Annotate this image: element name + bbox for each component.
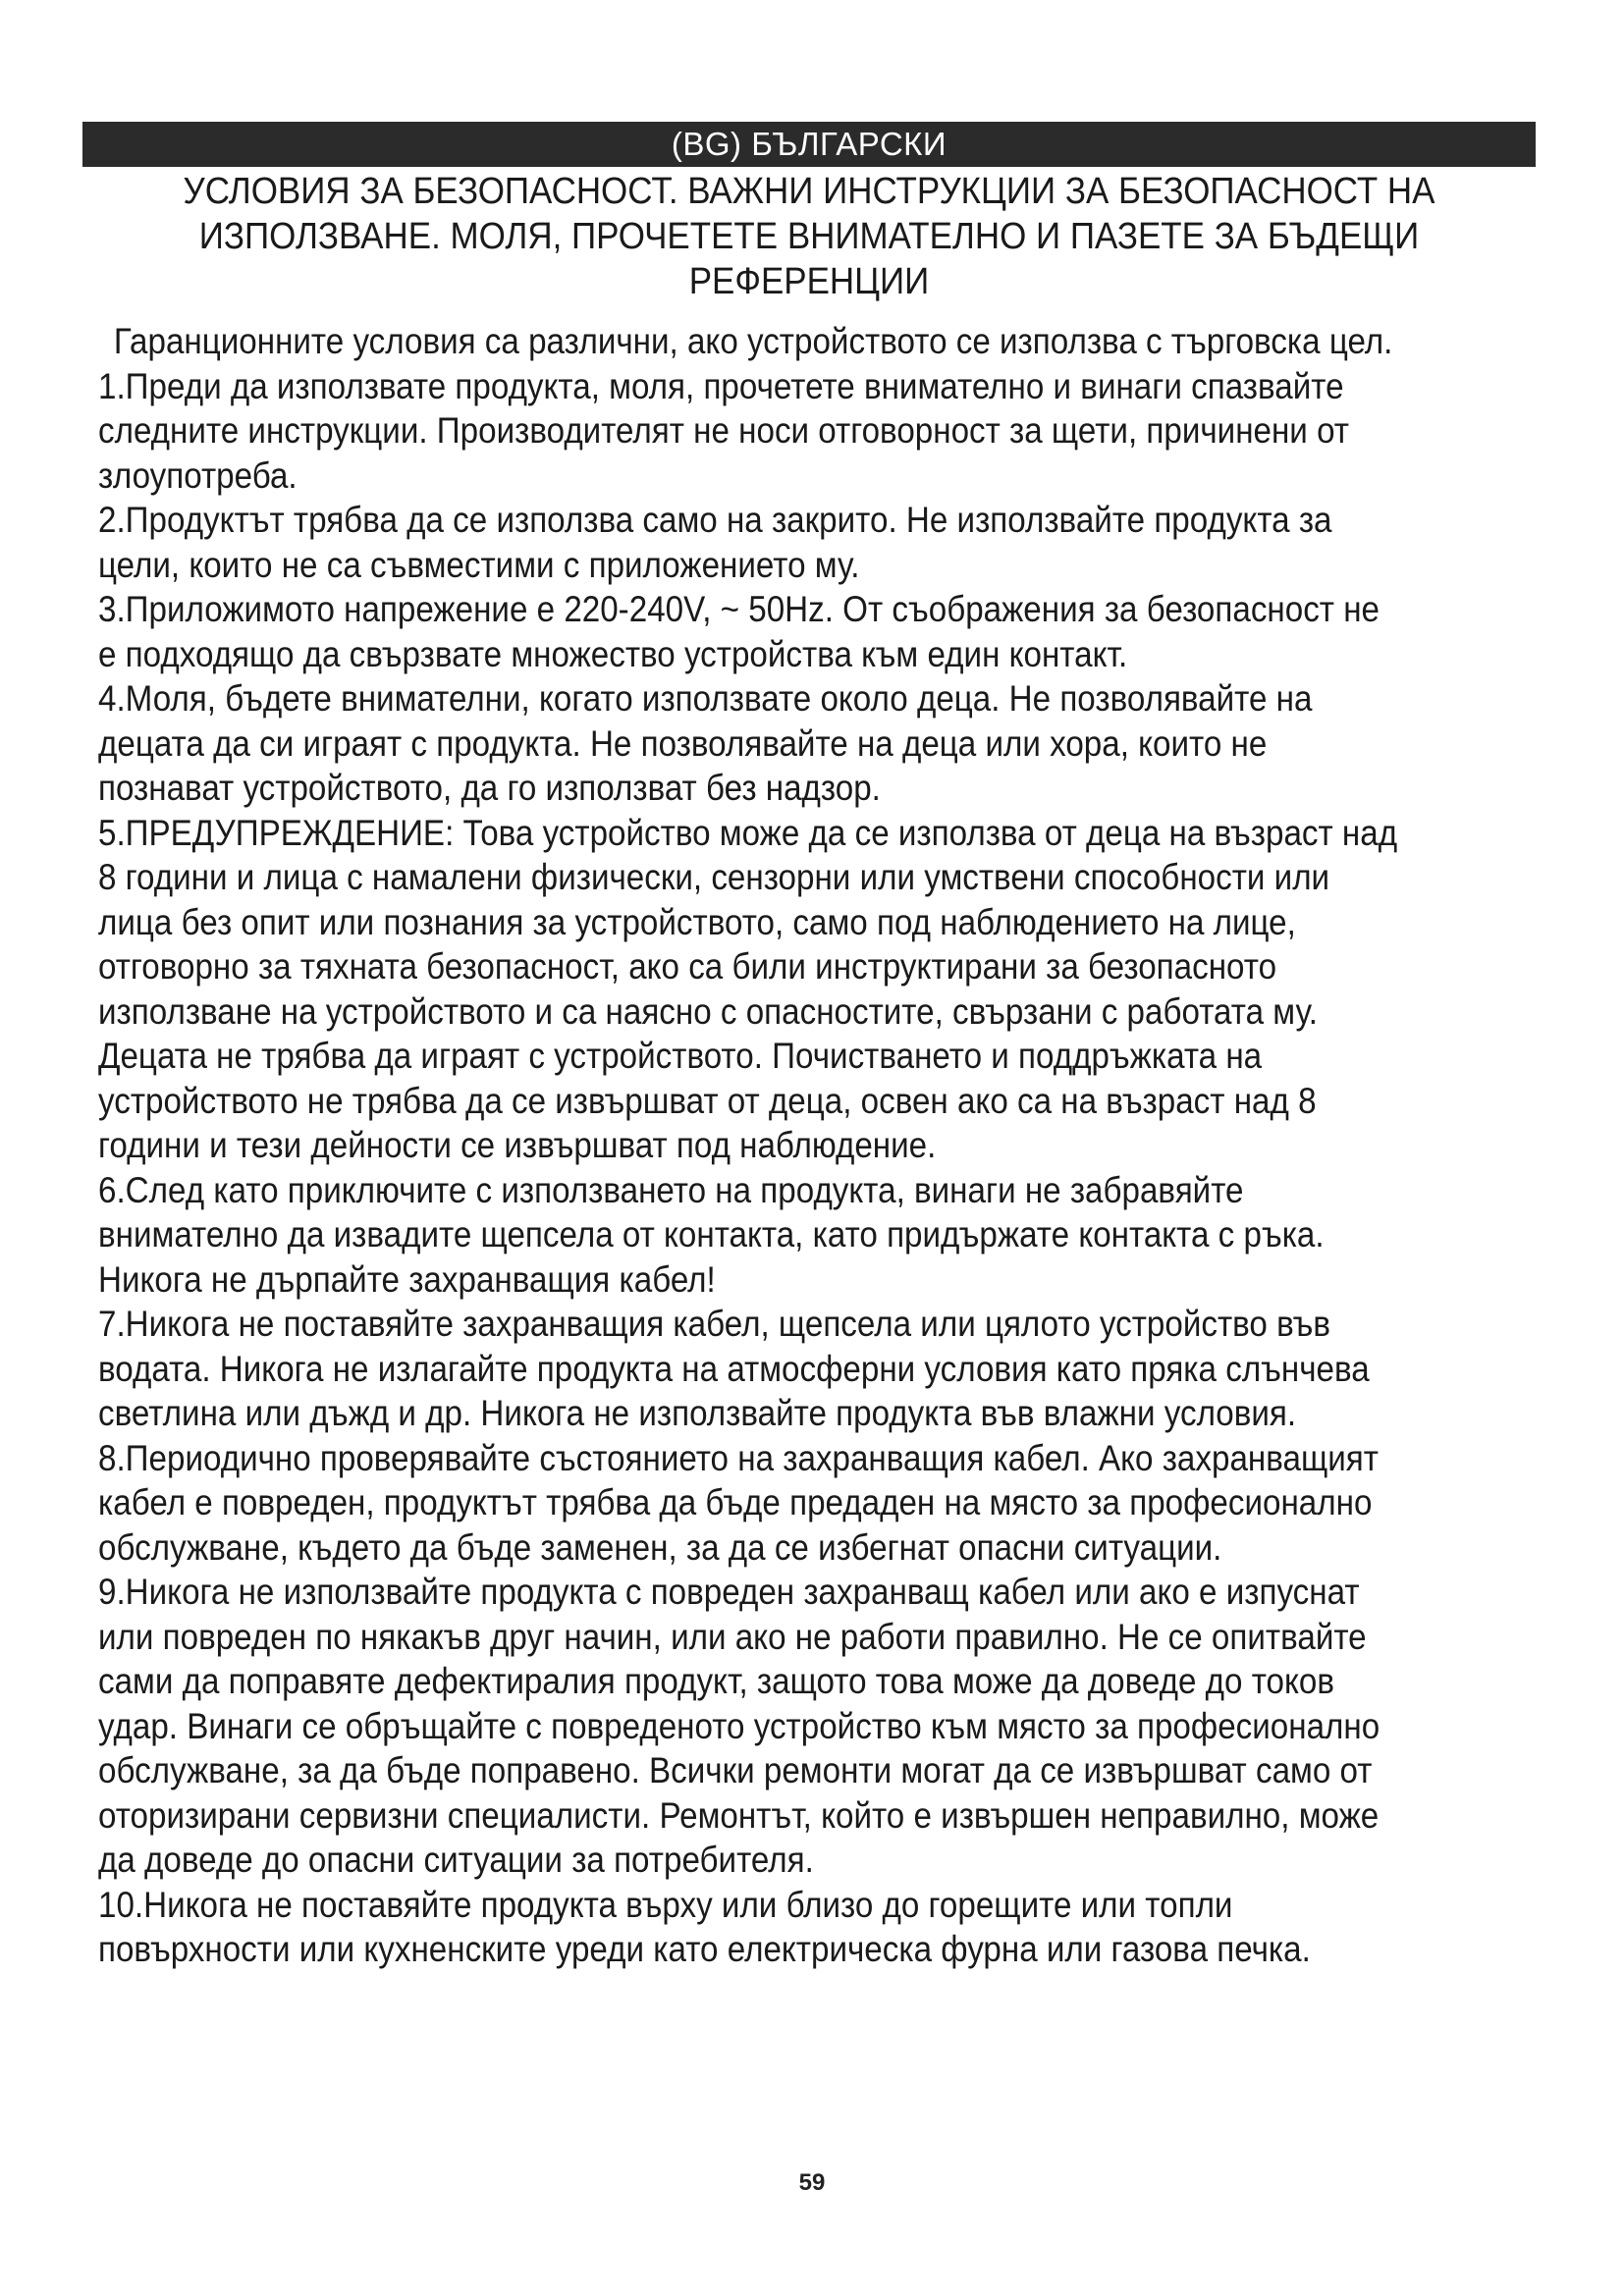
text-line: 1.Преди да използвате продукта, моля, прочетете внимателно и винаги спазвайте [98, 364, 1344, 406]
title-line: ИЗПОЛЗВАНЕ. МОЛЯ, ПРОЧЕТЕТЕ ВНИМАТЕЛНО И ПАЗЕТЕ ЗА БЪДЕЩИ [198, 216, 1420, 257]
text-line: да доведе до опасни ситуации за потребителя. [98, 1839, 814, 1880]
text-line: лица без опит или познания за устройството, само под наблюдението на лице, [98, 900, 1296, 942]
text-line: 5.ПРЕДУПРЕЖДЕНИЕ: Това устройство може да се използва от деца на възраст над [98, 811, 1398, 853]
text-line: децата да си играят с продукта. Не позволявайте на деца или хора, които не [98, 721, 1268, 764]
text-line: 7.Никога не поставяйте захранващия кабел, щепсела или цялото устройство във [98, 1303, 1331, 1344]
title-line: УСЛОВИЯ ЗА БЕЗОПАСНОСТ. ВАЖНИ ИНСТРУКЦИИ ЗА БЕЗОПАСНОСТ НА [183, 171, 1435, 212]
page-title [140, 169, 1478, 304]
text-line: 8 години и лица с намалени физически, сензорни или умствени способности или [98, 856, 1330, 897]
text-line: използване на устройството и са наясно с опасностите, свързани с работата му. [98, 989, 1318, 1032]
text-line: обслужване, където да бъде заменен, за да се избегнат опасни ситуации. [98, 1525, 1222, 1568]
safety-instructions-body [98, 319, 1436, 1972]
text-line: 6.След като приключите с използването на продукта, винаги не забравяйте [98, 1168, 1244, 1210]
text-line: 2.Продуктът трябва да се използва само на закрито. Не използвайте продукта за [98, 499, 1332, 540]
page-number: 59 [798, 2169, 826, 2196]
text-line: обслужване, за да бъде поправено. Всички ремонти могат да се извършват само от [98, 1749, 1373, 1790]
text-line: 9.Никога не използвайте продукта с повреден захранващ кабел или ако е изпуснат [98, 1571, 1360, 1612]
text-line: кабел е повреден, продуктът трябва да бъде предаден на място за професионално [98, 1481, 1373, 1522]
text-line: оторизирани сервизни специалисти. Ремонтът, който е извършен неправилно, може [98, 1793, 1380, 1836]
text-line: 3.Приложимото напрежение е 220-240V, ~ 50Hz. От съображения за безопасност не [98, 588, 1380, 629]
text-line: сами да поправяте дефектиралия продукт, защото това може да доведе до токов [98, 1660, 1334, 1701]
text-line: отговорно за тяхната безопасност, ако са били инструктирани за безопасното [98, 945, 1277, 987]
text-line: Децата не трябва да играят с устройството. Почистването и поддръжката на [98, 1035, 1263, 1076]
text-line: устройството не трябва да се извършват от деца, освен ако са на възраст над 8 [98, 1079, 1317, 1121]
text-line: години и тези дейности се извършват под наблюдение. [98, 1124, 937, 1165]
text-line: злоупотреба. [98, 454, 298, 496]
text-line: внимателно да извадите щепсела от контакта, като придържате контакта с ръка. [98, 1213, 1325, 1255]
text-line: или повреден по някакъв друг начин, или ако не работи правилно. Не се опитвайте [98, 1615, 1367, 1657]
text-line: Никога не дърпайте захранващия кабел! [98, 1257, 716, 1300]
text-line: познават устройството, да го използват без надзор. [98, 767, 881, 808]
text-line: цели, които не са съвместими с приложението му. [98, 543, 860, 585]
text-line: удар. Винаги се обръщайте с повреденото устройство към място за професионално [98, 1704, 1380, 1746]
text-line: 8.Периодично проверявайте състоянието на захранващия кабел. Ако захранващият [98, 1436, 1379, 1478]
text-line: водата. Никога не излагайте продукта на атмосферни условия като пряка слънчева [98, 1347, 1370, 1389]
text-line: светлина или дъжд и др. Никога не използвайте продукта във влажни условия. [98, 1392, 1297, 1433]
text-line: следните инструкции. Производителят не носи отговорност за щети, причинени от [98, 409, 1349, 451]
text-line: е подходящо да свързвате множество устройства към един контакт. [98, 632, 1128, 674]
warranty-note: Гаранционните условия са различни, ако устройството се използва с търговска цел. [113, 320, 1393, 361]
language-header-bar: (BG) БЪЛГАРСКИ [82, 122, 1536, 167]
text-line: 4.Моля, бъдете внимателни, когато използвате около деца. Не позволявайте на [98, 677, 1313, 719]
text-line: 10.Никога не поставяйте продукта върху или близо до горещите или топли [98, 1883, 1233, 1925]
text-line: повърхности или кухненските уреди като електрическа фурна или газова печка. [98, 1928, 1311, 1969]
title-line: РЕФЕРЕНЦИИ [688, 261, 930, 302]
